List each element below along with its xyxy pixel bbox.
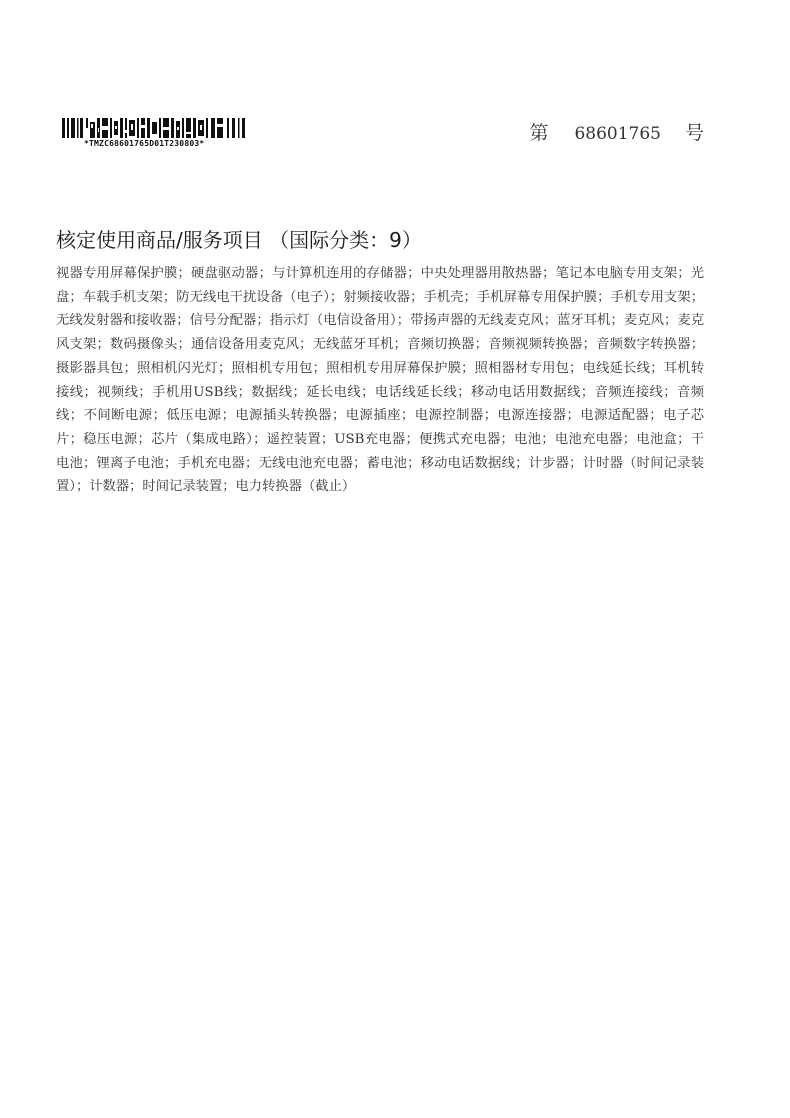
barcode	[62, 118, 252, 148]
section-title: 核定使用商品/服务项目 （国际分类：9）	[56, 228, 422, 252]
barcode-graphic	[62, 118, 248, 138]
registration-suffix: 号	[684, 122, 704, 144]
registration-prefix: 第	[529, 122, 549, 144]
registration-number-value: 68601765	[574, 124, 661, 144]
goods-services-list: 视器专用屏幕保护膜；硬盘驱动器；与计算机连用的存储器；中央处理器用散热器；笔记本电脑专用支架；光盘；车载手机支架；防无线电干扰设备（电子）；射频接收器；手机壳；手机屏幕专用保护膜；手机专用支架；无线发射器和接收器；信号分配器；指示灯（电信设备用）；带扬声器的无线麦克风；蓝牙耳机；麦克风；麦克风支架；数码摄像头；通信设备用麦克风；无线蓝牙耳机；音频切换器；音频视频转换器；音频数字转换器；摄影器具包；照相机闪光灯；照相机专用包；照相机专用屏幕保护膜；照相器材专用包；电线延长线；耳机转接线；视频线；手机用USB线；数据线；延长电线；电话线延长线；移动电话用数据线；音频连接线；音频线；不间断电源；低压电源；电源插头转换器；电源插座；电源控制器；电源连接器；电源适配器；电子芯片；稳压电源；芯片（集成电路）；遥控装置；USB充电器；便携式充电器；电池；电池充电器；电池盒；干电池；锂离子电池；手机充电器；无线电池充电器；蓄电池；移动电话数据线；计步器；计时器（时间记录装置）；计数器；时间记录装置；电力转换器（截止）	[56, 266, 704, 495]
barcode-text: *TMZC68601765D01T230803*	[84, 139, 205, 148]
registration-number	[529, 118, 704, 145]
